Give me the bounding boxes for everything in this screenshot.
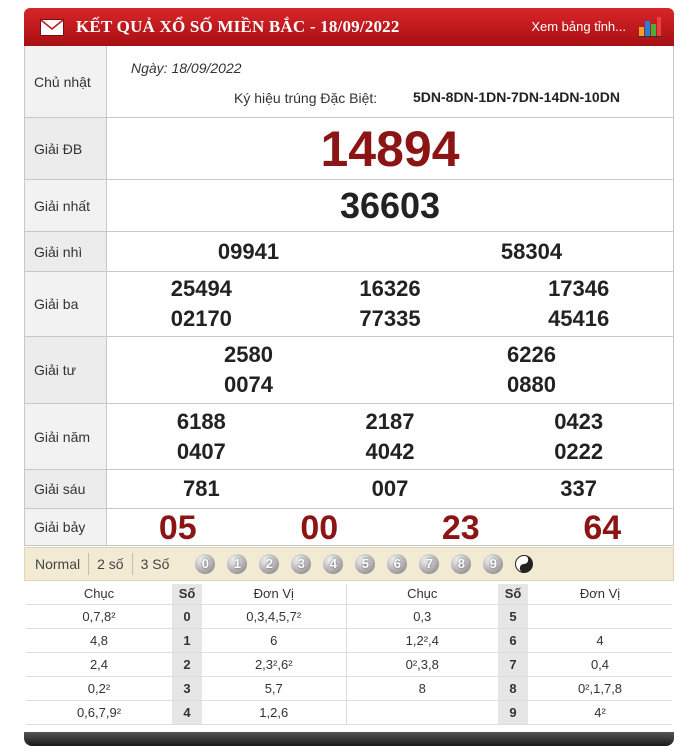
col-so: Số [172,584,202,604]
loto-donvi [528,604,672,628]
digit-ball-2[interactable]: 2 [259,554,279,574]
loto-row [26,604,672,628]
prize-number: 45416 [548,306,610,331]
prize-label: Giải tư [25,337,107,403]
mail-icon [40,19,64,36]
loto-head-digit: 9 [498,700,528,724]
prize-number: 0423 [554,408,604,434]
prize-number: 09941 [217,238,280,264]
view-provinces-link[interactable]: Xem bảng tỉnh... [531,19,626,34]
col-so: Số [498,584,528,604]
loto-donvi: 2,3²,6² [202,652,346,676]
prize-number: 6188 [176,408,226,434]
loto-donvi: 4² [528,700,672,724]
prize-number: 4042 [365,438,415,464]
col-donvi: Đơn Vị [202,584,346,604]
prize-number: 00 [300,509,339,547]
prize-label: Giải sáu [25,470,107,508]
loto-chuc: 8 [346,676,498,700]
filter-bar [24,547,674,581]
prize-number: 23 [441,509,480,547]
loto-head-digit: 1 [172,628,202,652]
loto-chuc: 2,4 [26,652,172,676]
prize-number: 58304 [500,238,563,264]
prize-row-3 [25,272,673,337]
bar-chart-icon[interactable] [638,15,662,37]
header-bar [24,8,674,46]
loto-donvi: 0,3,4,5,7² [202,604,346,628]
loto-donvi: 6 [202,628,346,652]
prize-number: 2580 [224,342,273,367]
loto-chuc: 0,7,8² [26,604,172,628]
digit-ball-0[interactable]: 0 [195,554,215,574]
prize-number: 0407 [176,438,226,464]
loto-row [26,676,672,700]
prize-number: 781 [182,476,220,501]
prize-label: Giải nhì [25,232,107,271]
prize-label: Giải ba [25,272,107,336]
loto-chuc: 4,8 [26,628,172,652]
loto-head-digit: 6 [498,628,528,652]
loto-head-digit: 3 [172,676,202,700]
page-title: KẾT QUẢ XỔ SỐ MIỀN BẮC - 18/09/2022 [76,17,400,36]
loto-donvi: 0,4 [528,652,672,676]
prize-number: 16326 [359,276,421,301]
loto-head-digit: 5 [498,604,528,628]
prize-label: Giải nhất [25,180,107,231]
loto-chuc: 0,2² [26,676,172,700]
tab-3-so[interactable]: 3 Số [140,556,170,572]
col-donvi: Đơn Vị [528,584,672,604]
special-code-label: Ký hiệu trúng Đặc Biệt: [234,90,378,106]
prize-number: 0880 [507,372,556,397]
prize-number: 007 [371,476,409,501]
digit-ball-8[interactable]: 8 [451,554,471,574]
prize-number: 77335 [359,306,421,331]
prize-number: 337 [560,476,598,501]
loto-head-digit: 0 [172,604,202,628]
digit-ball-1[interactable]: 1 [227,554,247,574]
digit-ball-7[interactable]: 7 [419,554,439,574]
loto-head-digit: 2 [172,652,202,676]
prize-number: 2187 [365,408,415,434]
loto-donvi: 5,7 [202,676,346,700]
loto-donvi: 4 [528,628,672,652]
loto-chuc: 0,3 [346,604,498,628]
digit-ball-4[interactable]: 4 [323,554,343,574]
col-chuc: Chục [346,584,498,604]
prize-row-db [25,118,673,180]
prize-number: 25494 [170,276,232,301]
results-table [24,46,674,546]
prize-row-6 [25,470,673,509]
jackpot-number: 14894 [320,120,460,177]
prize-number: 0222 [554,438,604,464]
draw-date: Ngày: 18/09/2022 [131,60,242,76]
col-chuc: Chục [26,584,172,604]
prize-number: 05 [158,509,197,547]
loto-chuc: 0²,3,8 [346,652,498,676]
digit-ball-5[interactable]: 5 [355,554,375,574]
prize-row-4 [25,337,673,404]
loto-row [26,628,672,652]
prize-row-1 [25,180,673,232]
loto-header-row [26,584,672,604]
prize-number: 17346 [548,276,610,301]
prize-row-5 [25,404,673,470]
tab-2-so[interactable]: 2 số [89,553,132,575]
digit-ball-9[interactable]: 9 [483,554,503,574]
yin-yang-icon[interactable] [515,555,533,573]
loto-donvi: 0²,1,7,8 [528,676,672,700]
prize-label: Giải năm [25,404,107,469]
digit-filter [195,554,533,574]
loto-chuc: 0,6,7,9² [26,700,172,724]
loto-head-digit: 4 [172,700,202,724]
digit-ball-3[interactable]: 3 [291,554,311,574]
loto-chuc: 1,2²,4 [346,628,498,652]
info-row [25,46,673,118]
prize-number: 64 [583,509,622,547]
prize-label: Giải bảy [25,509,107,545]
loto-donvi: 1,2,6 [202,700,346,724]
prize-number: 02170 [170,306,232,331]
prize-number: 6226 [507,342,556,367]
loto-head-digit: 8 [498,676,528,700]
loto-row [26,652,672,676]
results-widget [24,8,674,744]
tab-normal[interactable]: Normal [25,553,89,575]
day-label: Chủ nhật [25,46,107,117]
loto-row [26,700,672,724]
digit-ball-6[interactable]: 6 [387,554,407,574]
prize-row-7 [25,509,673,546]
loto-table [26,584,672,725]
prize-number: 0074 [224,372,273,397]
footer-bar [24,732,674,746]
loto-chuc [346,700,498,724]
prize-number: 36603 [339,184,441,226]
loto-head-digit: 7 [498,652,528,676]
special-code: 5DN-8DN-1DN-7DN-14DN-10DN [413,89,620,105]
prize-label: Giải ĐB [25,118,107,179]
prize-row-2 [25,232,673,272]
